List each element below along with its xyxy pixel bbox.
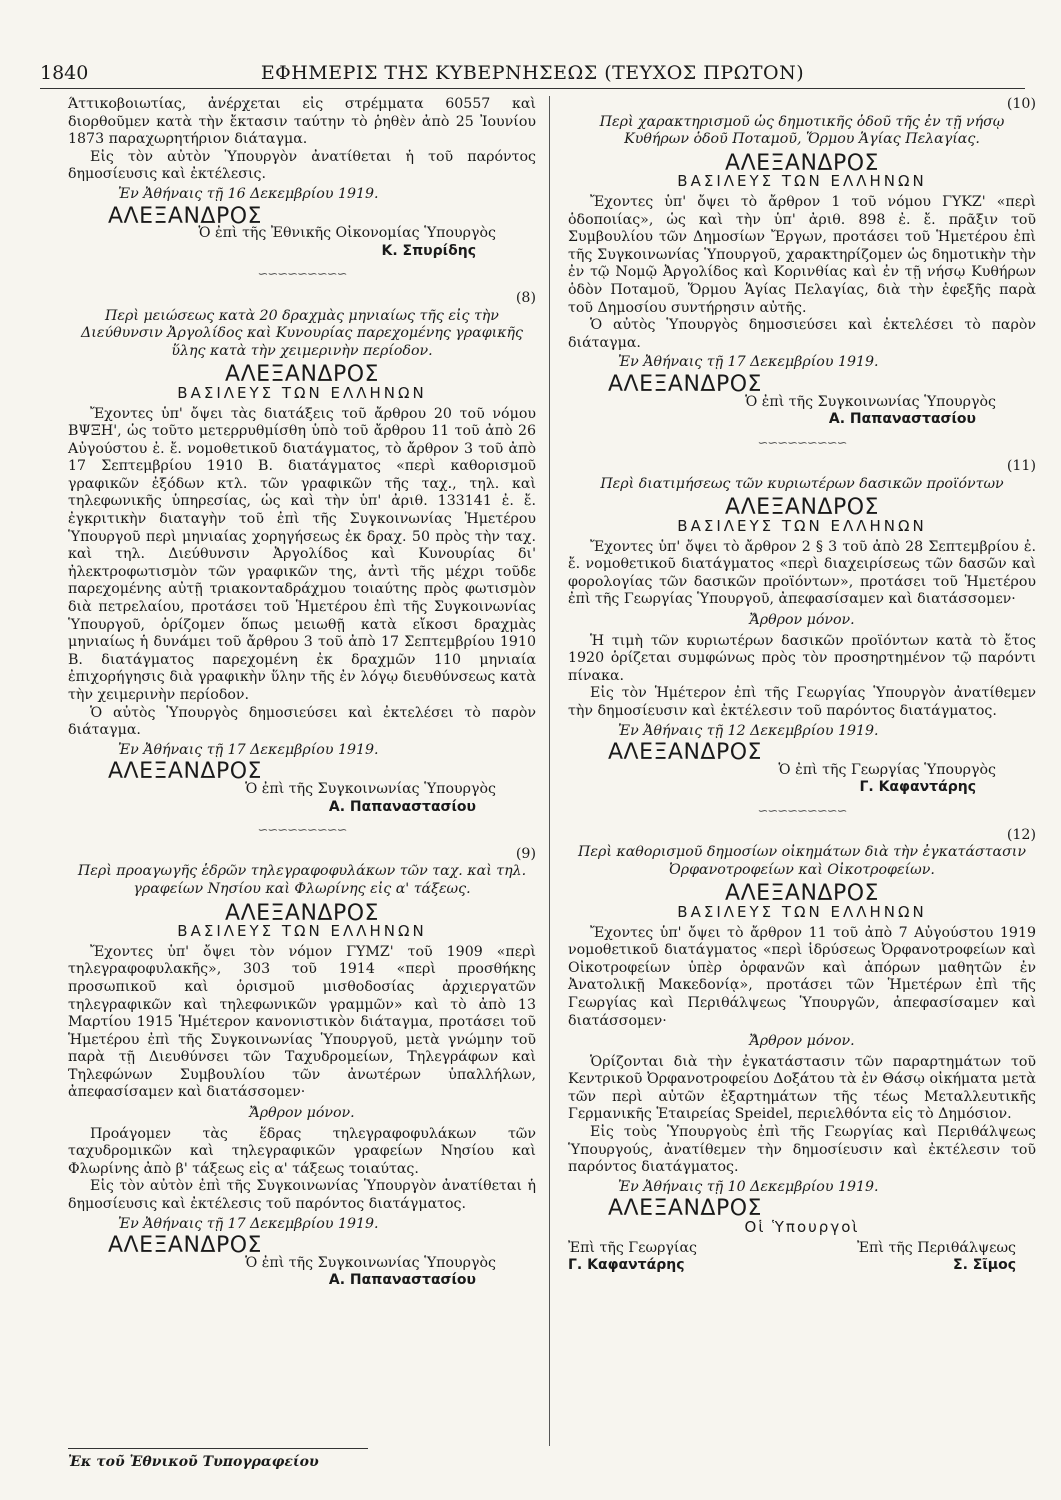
king-title: ΒΑΣΙΛΕΥΣ ΤΩΝ ΕΛΛΗΝΩΝ [677,517,927,536]
king-heading: ΑΛΕΞΑΝΔΡΟΣ [225,362,379,388]
decree-body: Ἔχοντες ὑπ' ὄψει τὰς διατάξεις τοῦ ἄρθρου 20 τοῦ νόμου ΒΨΞΗ', ὡς τοῦτο μετερρυθμίσθη ὑπὸ τοῦ ἄρθρου 11 τοῦ ἀπὸ 26 Αὐγούστου ἐ. ἔ. νομοθετικοῦ διατάγματος, τὸ ἄρθρον 3 τοῦ ἀπὸ 17 Σεπτεμβρίου 1910 Β. διατάγματος «περὶ καθορισμοῦ γραφικῶν ἐξόδων κτλ. τῶν γραφικῶν τῆς ταχ., τηλ. καὶ τηλεφωνικῆς ὑπηρεσίας, ὡς καὶ τὴν ὑπ' ἀριθ. 133141 ἐ. ἔ. ἐγκριτικὴν διαταγὴν τοῦ ἐπὶ τῆς Συγκοινωνίας Ἡμετέρου Ὑπουργοῦ περὶ μηνιαίας χορηγήσεως ἐκ δραχ. 50 πρὸς τὴν ταχ. καὶ τηλ. Διεύθυνσιν Ἀργολίδος καὶ Κυνουρίας δι' ἠλεκτροφωτισμὸν τῶν γραφικῶν της, ἀντὶ τῆς μέχρι τοῦδε παρεχομένης αὐτῇ τριακονταδράχμου τοιαύτης πρὸς φωτισμὸν διὰ πετρελαίου, προτάσει τοῦ Ἡμετέρου ἐπὶ τῆς Συγκοινωνίας Ὑπουργοῦ, ὁρίζομεν ὅπως μειωθῇ κατὰ εἴκοσι δραχμὰς μηνιαίως ἡ δυνάμει τοῦ ἄρθρου 3 τοῦ ἀπὸ 17 Σεπτεμβρίου 1910 Β. διατάγματος παρεχομένη ἐκ δραχμῶν 110 μηνιαία ἐπιχορήγησις διὰ γραφικὴν ὕλην τῆς ἐν λόγῳ διευθύνσεως κατὰ τὴν χειμερινὴν περίοδον. [68,405,536,703]
minister-name: Α. Παπαναστασίου [328,1272,476,1289]
decree-date: Ἐν Ἀθήναις τῇ 17 Δεκεμβρίου 1919. [618,354,879,371]
minister-title: Ὁ ἐπὶ τῆς Συγκοινωνίας Ὑπουργὸς [245,780,496,797]
king-heading: ΑΛΕΞΑΝΔΡΟΣ [725,881,879,907]
decree-number: (9) [515,845,536,862]
decree-subject: Περὶ διατιμήσεως τῶν κυριωτέρων δασικῶν προϊόντων [600,475,1004,492]
running-title: ΕΦΗΜΕΡΙΣ ΤΗΣ ΚΥΒΕΡΝΗΣΕΩΣ (ΤΕΥΧΟΣ ΠΡΩΤΟΝ) [260,62,805,84]
right-column [568,96,1036,1275]
decree-body: Ἔχοντες ὑπ' ὄψει τὸ ἄρθρον 11 τοῦ ἀπὸ 7 Αὐγούστου 1919 νομοθετικοῦ διατάγματος «περὶ ἱδρύσεως Ὀρφανοτροφείων καὶ Οἰκοτροφείων ὑπὲρ ὀρφανῶν καὶ ἀπόρων μαθητῶν ἐν Ἀνατολικῇ Μακεδονίᾳ», προτάσει τῶν Ἡμετέρων ἐπὶ τῆς Γεωργίας καὶ Περιθάλψεως Ὑπουργῶν, ἀπεφασίσαμεν καὶ διατάσσομεν· [568,924,1036,1029]
column-divider [549,96,550,1446]
decree-execution: Εἰς τὸν Ἡμέτερον ἐπὶ τῆς Γεωργίας Ὑπουργὸν ἀνατίθεμεν τὴν δημοσίευσιν καὶ ἐκτέλεσιν τοῦ παρόντος διατάγματος. [568,685,1036,719]
minister-name: Γ. Καφαντάρης [568,1257,685,1274]
minister-title: Ὁ ἐπὶ τῆς Συγκοινωνίας Ὑπουργὸς [245,1254,496,1271]
decree-execution: Εἰς τὸν αὐτὸν ἐπὶ τῆς Συγκοινωνίας Ὑπουργὸν ἀνατίθεται ἡ δημοσίευσις καὶ ἐκτέλεσις τοῦ παρόντος διατάγματος. [68,1178,536,1213]
minister-name: Κ. Σπυρίδης [381,242,476,259]
minister-name: Α. Παπαναστασίου [328,798,476,815]
intro-paragraph: Εἰς τὸν αὐτὸν Ὑπουργὸν ἀνατίθεται ἡ τοῦ παρόντος δημοσίευσις καὶ ἐκτέλεσις. [68,148,536,183]
article-text: Προάγομεν τὰς ἕδρας τηλεγραφοφυλάκων τῶν ταχυδρομικῶν καὶ τηλεγραφικῶν γραφείων Νησίου καὶ Φλωρίνης ἀπὸ β' τάξεως εἰς α' τάξεως τοιαύτας. [68,1125,536,1177]
ministers-heading: Οἱ Ὑπουργοὶ [744,1218,860,1237]
decree-subject: Περὶ προαγωγῆς ἑδρῶν τηλεγραφοφυλάκων τῶν ταχ. καὶ τηλ. γραφείων Νησίου καὶ Φλωρίνης εἰς α' τάξεως. [77,863,527,897]
king-title: ΒΑΣΙΛΕΥΣ ΤΩΝ ΕΛΛΗΝΩΝ [177,383,427,402]
minister-title: Ὁ ἐπὶ τῆς Γεωργίας Ὑπουργὸς [778,761,996,778]
ministers-names [568,1257,1036,1275]
decree-subject: Περὶ μειώσεως κατὰ 20 δραχμὰς μηνιαίως τῆς εἰς τὴν Διεύθυνσιν Ἀργολίδος καὶ Κυνουρίας παρεχομένης γραφικῆς ὕλης κατὰ τὴν χειμερινὴν περίοδον. [81,307,523,359]
decree-date: Ἐν Ἀθήναις τῇ 17 Δεκεμβρίου 1919. [118,1215,379,1232]
decree-body: Ἔχοντες ὑπ' ὄψει τὸ ἄρθρον 2 § 3 τοῦ ἀπὸ 28 Σεπτεμβρίου ἐ. ἔ. νομοθετικοῦ διατάγματος «περὶ διαχειρίσεως τῶν δασῶν καὶ φορολογίας τῶν δασικῶν προϊόντων», προτάσει τοῦ Ἡμετέρου ἐπὶ τῆς Γεωργίας Ὑπουργοῦ, ἀπεφασίσαμεν καὶ διατάσσομεν· [568,538,1036,608]
left-column [68,96,536,1290]
decree-number: (12) [1006,826,1036,843]
king-heading: ΑΛΕΞΑΝΔΡΟΣ [725,495,879,521]
minister-name: Γ. Καφαντάρης [859,779,976,796]
decree-number: (11) [1006,458,1036,475]
article-heading: Ἄρθρον μόνον. [249,1105,355,1122]
page-number: 1840 [40,62,89,84]
minister-name: Α. Παπαναστασίου [828,411,976,428]
article-text: Ἡ τιμὴ τῶν κυριωτέρων δασικῶν προϊόντων κατὰ τὸ ἔτος 1920 ὁρίζεται συμφώνως πρὸς τὸν προσηρτημένον τῷ παρόντι πίνακα. [568,632,1036,684]
king-signature: ΑΛΕΞΑΝΔΡΟΣ [608,371,762,397]
ministers-titles [568,1240,1036,1258]
decree-date: Ἐν Ἀθήναις τῇ 12 Δεκεμβρίου 1919. [618,722,879,739]
intro-paragraph: Άττικοβοιωτίας, ἀνέρχεται εἰς στρέμματα 60557 καὶ διορθοῦμεν κατὰ τὴν ἔκτασιν ταύτην τὸ ῥηθὲν ἀπὸ 25 Ἰουνίου 1873 παραχωρητήριον διάταγμα. [68,96,536,148]
decree-subject: Περὶ καθορισμοῦ δημοσίων οἰκημάτων διὰ τὴν ἐγκατάστασιν Ὀρφανοτροφείων καὶ Οἰκοτροφείων. [578,844,1026,878]
king-signature: ΑΛΕΞΑΝΔΡΟΣ [108,759,262,785]
decree-body: Ἔχοντες ὑπ' ὄψει τὸ ἄρθρον 1 τοῦ νόμου ΓΥΚΖ' «περὶ ὁδοποιίας», ὡς καὶ τὴν ὑπ' ἀριθ. 898 ἐ. ἔ. πρᾶξιν τοῦ Συμβουλίου τῶν Δημοσίων Ἔργων, προτάσει τοῦ Ἡμετέρου ἐπὶ τῆς Συγκοινωνίας Ὑπουργοῦ, χαρακτηρίζομεν ὡς δημοτικὴν τὴν ἐν τῷ Νομῷ Ἀργολίδος καὶ Κορινθίας καὶ ἐν τῇ νήσῳ Κυθήρων ὁδὸν Ποταμοῦ, Ὅρμου Ἁγίας Πελαγίας, διὰ τὴν ἐφεξῆς παρὰ τοῦ Δημοσίου συντήρησιν αὐτῆς. [568,193,1036,316]
section-divider: ∽∽∽∽∽∽∽∽∽ [757,803,847,819]
decree-execution: Ὁ αὐτὸς Ὑπουργὸς δημοσιεύσει καὶ ἐκτελέσει τὸ παρὸν διάταγμα. [68,704,536,739]
minister-name: Σ. Σῖμος [953,1257,1016,1274]
decree-date: Ἐν Ἀθήναις τῇ 10 Δεκεμβρίου 1919. [618,1178,879,1195]
article-text: Ὁρίζονται διὰ τὴν ἐγκατάστασιν τῶν παραρτημάτων τοῦ Κεντρικοῦ Ὀρφανοτροφείου Δοξάτου τὰ ἐν Θάσῳ οἰκήματα μετὰ τῶν περὶ αὐτῶν ἐξαρτημάτων τῆς τέως Μεταλλευτικῆς Γερμανικῆς Ἑταιρείας Speidel, περιελθόντα εἰς τὸ Δημόσιον. [568,1053,1036,1123]
king-signature: ΑΛΕΞΑΝΔΡΟΣ [608,1196,762,1222]
section-divider: ∽∽∽∽∽∽∽∽∽ [257,267,347,283]
king-signature: ΑΛΕΞΑΝΔΡΟΣ [108,203,262,229]
minister-title: Ὁ ἐπὶ τῆς Ἐθνικῆς Οἰκονομίας Ὑπουργὸς [198,225,496,242]
article-heading: Ἄρθρον μόνον. [749,612,855,629]
minister-title: Ὁ ἐπὶ τῆς Συγκοινωνίας Ὑπουργὸς [745,393,996,410]
decree-body: Ἔχοντες ὑπ' ὄψει τὸν νόμον ΓΥΜΖ' τοῦ 1909 «περὶ τηλεγραφοφυλακῆς», 303 τοῦ 1914 «περὶ προσθήκης προσωπικοῦ καὶ ὁρισμοῦ μισθοδοσίας ἀρχιεργατῶν τηλεγραφικῶν καὶ τηλεφωνικῶν γραμμῶν» καὶ τὸ ἀπὸ 13 Μαρτίου 1915 Ἡμέτερον κανονιστικὸν διάταγμα, προτάσει τοῦ Ἡμετέρου ἐπὶ τῆς Συγκοινωνίας Ὑπουργοῦ, μετὰ γνώμην τοῦ παρὰ τῇ Διευθύνσει τῶν Ταχυδρομείων, Τηλεγράφων καὶ Τηλεφώνων Συμβουλίου τῶν ἀνωτέρων ὑπαλλήλων, ἀπεφασίσαμεν καὶ διατάσσομεν· [68,943,536,1101]
article-heading: Ἄρθρον μόνον. [749,1033,855,1050]
king-signature: ΑΛΕΞΑΝΔΡΟΣ [108,1233,262,1259]
page-header [40,58,1025,89]
printer-imprint: Ἐκ τοῦ Ἐθνικοῦ Τυπογραφείου [68,1448,368,1470]
decree-execution: Εἰς τοὺς Ὑπουργοὺς ἐπὶ τῆς Γεωργίας καὶ Περιθάλψεως Ὑπουργούς, ἀνατίθεμεν τὴν δημοσίευσιν καὶ ἐκτέλεσιν τοῦ παρόντος διατάγματος. [568,1124,1036,1176]
king-title: ΒΑΣΙΛΕΥΣ ΤΩΝ ΕΛΛΗΝΩΝ [677,902,927,921]
king-heading: ΑΛΕΞΑΝΔΡΟΣ [725,150,879,176]
minister-title: Ἐπὶ τῆς Περιθάλψεως [856,1239,1016,1256]
decree-number: (10) [1006,96,1036,112]
section-divider: ∽∽∽∽∽∽∽∽∽ [757,435,847,451]
section-divider: ∽∽∽∽∽∽∽∽∽ [257,823,347,839]
decree-date: Ἐν Ἀθήναις τῇ 16 Δεκεμβρίου 1919. [118,185,379,202]
decree-number: (8) [515,289,536,306]
decree-date: Ἐν Ἀθήναις τῇ 17 Δεκεμβρίου 1919. [118,741,379,758]
king-title: ΒΑΣΙΛΕΥΣ ΤΩΝ ΕΛΛΗΝΩΝ [677,172,927,191]
decree-execution: Ὁ αὐτὸς Ὑπουργὸς δημοσιεύσει καὶ ἐκτελέσει τὸ παρὸν διάταγμα. [568,317,1036,351]
decree-subject: Περὶ χαρακτηρισμοῦ ὡς δημοτικῆς ὁδοῦ τῆς ἐν τῇ νήσῳ Κυθήρων ὁδοῦ Ποταμοῦ, Ὅρμου Ἁγίας Πελαγίας. [599,113,1005,148]
king-signature: ΑΛΕΞΑΝΔΡΟΣ [608,740,762,766]
king-heading: ΑΛΕΞΑΝΔΡΟΣ [225,900,379,926]
king-title: ΒΑΣΙΛΕΥΣ ΤΩΝ ΕΛΛΗΝΩΝ [177,922,427,941]
minister-title: Ἐπὶ τῆς Γεωργίας [568,1239,697,1256]
